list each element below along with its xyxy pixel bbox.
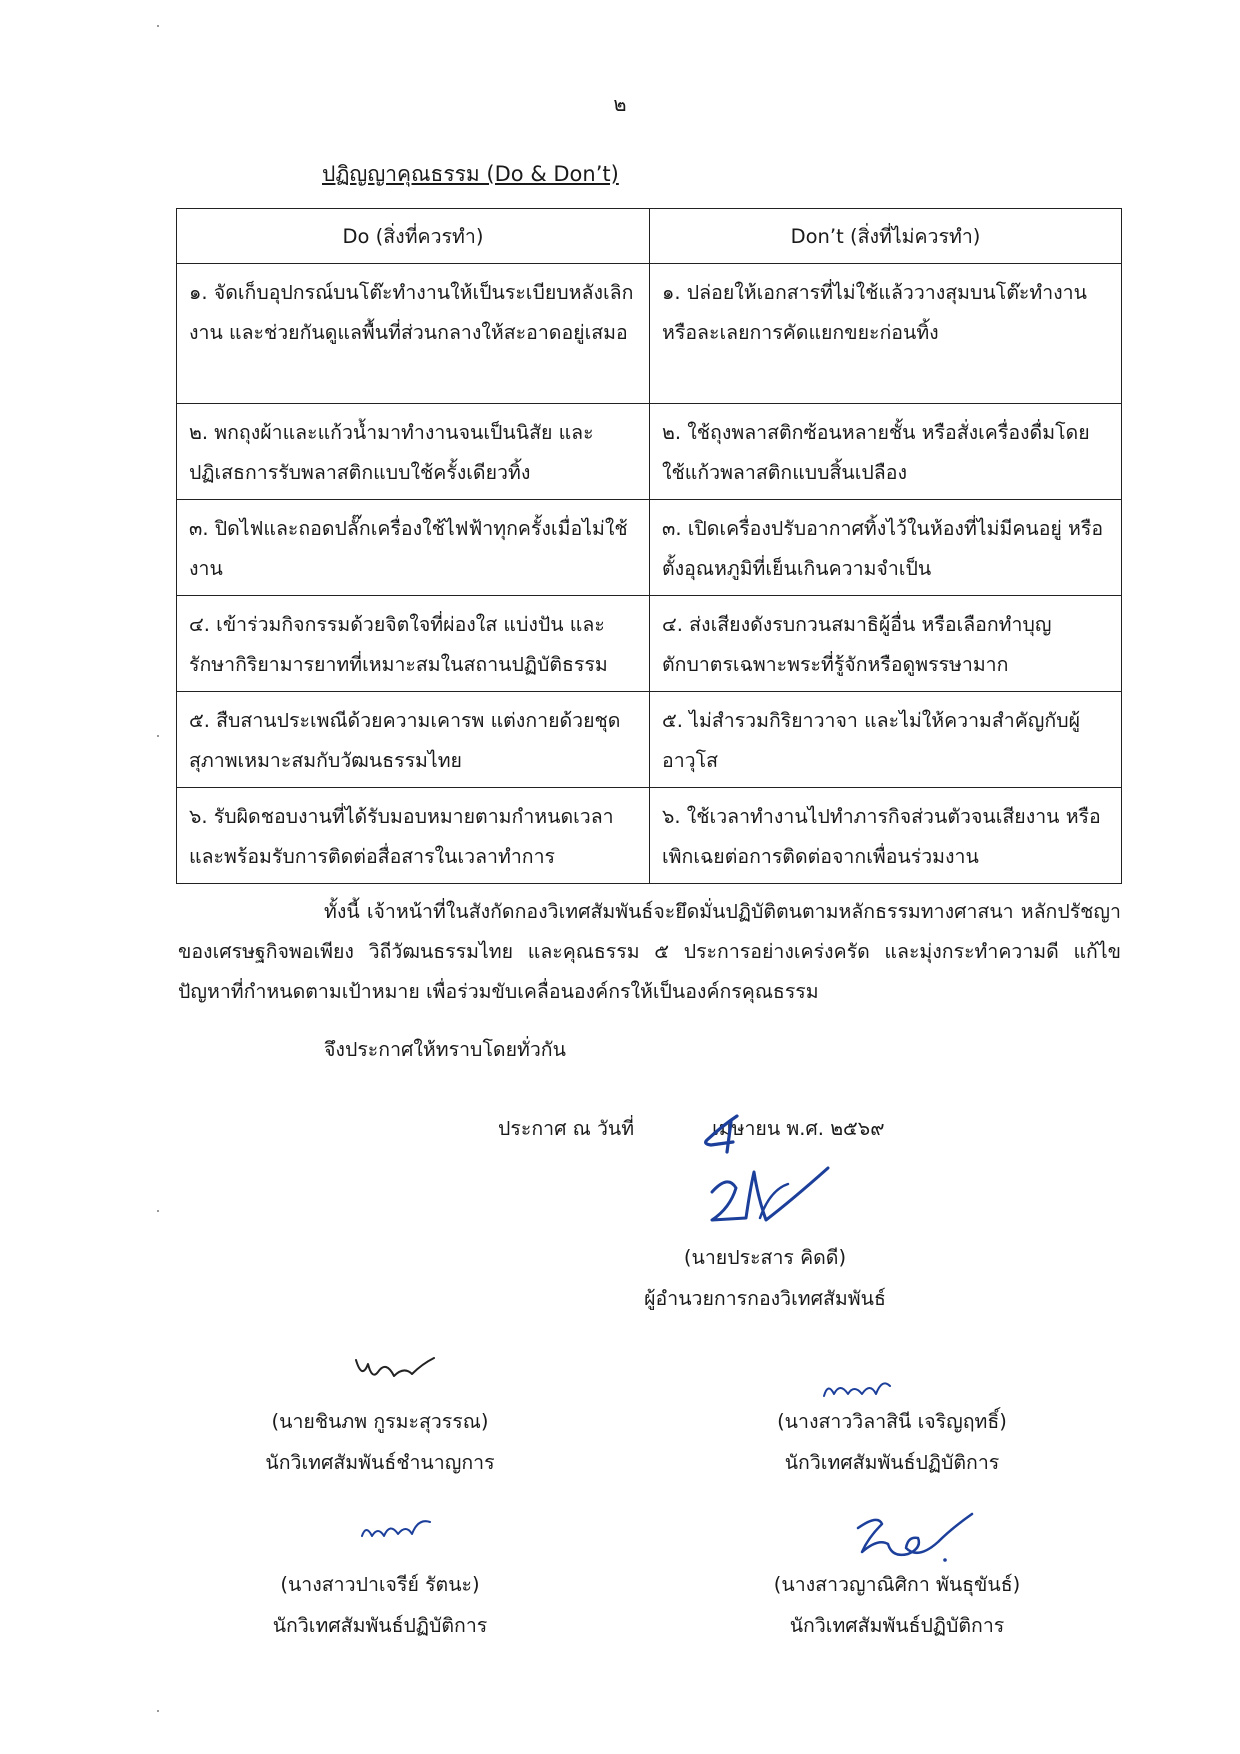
dont-item-3: ๓. เปิดเครื่องปรับอากาศทิ้งไว้ในห้องที่ไม่มีคนอยู่ หรือตั้งอุณหภูมิที่เย็นเกินความจำเป็น [650, 500, 1122, 596]
left-top-signature-block [230, 1401, 530, 1483]
right-top-name: (นางสาววิลาสินี เจริญฤทธิ์) [777, 1410, 1007, 1433]
right-bottom-title: นักวิเทศสัมพันธ์ปฏิบัติการ [789, 1614, 1005, 1637]
scan-margin-mark [157, 1710, 159, 1712]
table-row [177, 404, 1122, 500]
right-bottom-signature [848, 1508, 978, 1568]
handwritten-day-mark [697, 1112, 749, 1154]
document-title: ปฏิญญาคุณธรรม (Do & Don’t) [322, 162, 619, 186]
table-row [177, 500, 1122, 596]
right-top-title: นักวิเทศสัมพันธ์ปฏิบัติการ [784, 1451, 1000, 1474]
do-item-2: ๒. พกถุงผ้าและแก้วน้ำมาทำงานจนเป็นนิสัย และปฏิเสธการรับพลาสติกแบบใช้ครั้งเดียวทิ้ง [177, 404, 650, 500]
header-dont: Don’t (สิ่งที่ไม่ควรทำ) [650, 209, 1122, 264]
do-item-3: ๓. ปิดไฟและถอดปลั๊กเครื่องใช้ไฟฟ้าทุกครั้งเมื่อไม่ใช้งาน [177, 500, 650, 596]
left-bottom-title: นักวิเทศสัมพันธ์ปฏิบัติการ [272, 1614, 488, 1637]
left-top-signature [350, 1350, 440, 1392]
table-header-row [177, 209, 1122, 264]
announcement-line: จึงประกาศให้ทราบโดยทั่วกัน [324, 1038, 566, 1061]
left-bottom-signature [356, 1512, 436, 1546]
table-row [177, 788, 1122, 884]
dont-item-1: ๑. ปล่อยให้เอกสารที่ไม่ใช้แล้ววางสุมบนโต๊ะทำงาน หรือละเลยการคัดแยกขยะก่อนทิ้ง [650, 264, 1122, 404]
do-item-5: ๕. สืบสานประเพณีด้วยความเคารพ แต่งกายด้วยชุดสุภาพเหมาะสมกับวัฒนธรรมไทย [177, 692, 650, 788]
director-title: ผู้อำนวยการกองวิเทศสัมพันธ์ [644, 1287, 886, 1310]
dont-item-5: ๕. ไม่สำรวมกิริยาวาจา และไม่ให้ความสำคัญกับผู้อาวุโส [650, 692, 1122, 788]
date-suffix: เมษายน พ.ศ. ๒๕๖๙ [712, 1117, 885, 1140]
right-top-signature-block [752, 1401, 1032, 1483]
do-item-6: ๖. รับผิดชอบงานที่ได้รับมอบหมายตามกำหนดเวลาและพร้อมรับการติดต่อสื่อสารในเวลาทำการ [177, 788, 650, 884]
closing-paragraph: ทั้งนี้ เจ้าหน้าที่ในสังกัดกองวิเทศสัมพันธ์จะยึดมั่นปฏิบัติตนตามหลักธรรมทางศาสนา หลักปรัชญาของเศรษฐกิจพอเพียง วิถีวัฒนธรรมไทย และคุณธรรม ๕ ประการอย่างเคร่งครัด และมุ่งกระทำความดี แก้ไขปัญหาที่กำหนดตามเป้าหมาย เพื่อร่วมขับเคลื่อนองค์กรให้เป็นองค์กรคุณธรรม [178, 900, 1121, 1003]
date-prefix: ประกาศ ณ วันที่ [498, 1117, 635, 1140]
left-top-name: (นายชินภพ กูรมะสุวรรณ) [271, 1410, 489, 1433]
table-row [177, 692, 1122, 788]
director-name: (นายประสาร คิดดี) [683, 1246, 847, 1269]
dont-item-2: ๒. ใช้ถุงพลาสติกซ้อนหลายชั้น หรือสั่งเครื่องดื่มโดยใช้แก้วพลาสติกแบบสิ้นเปลือง [650, 404, 1122, 500]
left-top-title: นักวิเทศสัมพันธ์ชำนาญการ [265, 1451, 495, 1474]
right-bottom-name: (นางสาวญาณิศิกา พันธุขันธ์) [773, 1573, 1021, 1596]
director-signature [700, 1160, 840, 1240]
director-signature-block [620, 1237, 910, 1319]
table-row [177, 596, 1122, 692]
do-dont-table [176, 208, 1122, 884]
scan-margin-mark [157, 1210, 159, 1212]
scan-margin-mark [157, 25, 159, 27]
page-number: ๒ [613, 92, 627, 116]
scan-margin-mark [157, 735, 159, 737]
table-row [177, 264, 1122, 404]
left-bottom-name: (นางสาวปาเจรีย์ รัตนะ) [280, 1573, 480, 1596]
do-item-4: ๔. เข้าร่วมกิจกรรมด้วยจิตใจที่ผ่องใส แบ่งปัน และรักษากิริยามารยาทที่เหมาะสมในสถานปฏิบัติธรรม [177, 596, 650, 692]
date-line [498, 1113, 884, 1144]
left-bottom-signature-block [240, 1564, 520, 1646]
dont-item-4: ๔. ส่งเสียงดังรบกวนสมาธิผู้อื่น หรือเลือกทำบุญตักบาตรเฉพาะพระที่รู้จักหรือดูพรรษามาก [650, 596, 1122, 692]
header-do: Do (สิ่งที่ควรทำ) [177, 209, 650, 264]
right-bottom-signature-block [752, 1564, 1042, 1646]
do-item-1: ๑. จัดเก็บอุปกรณ์บนโต๊ะทำงานให้เป็นระเบียบหลังเลิกงาน และช่วยกันดูแลพื้นที่ส่วนกลางให้สะอาดอยู่เสมอ [177, 264, 650, 404]
dont-item-6: ๖. ใช้เวลาทำงานไปทำภารกิจส่วนตัวจนเสียงาน หรือเพิกเฉยต่อการติดต่อจากเพื่อนร่วมงาน [650, 788, 1122, 884]
